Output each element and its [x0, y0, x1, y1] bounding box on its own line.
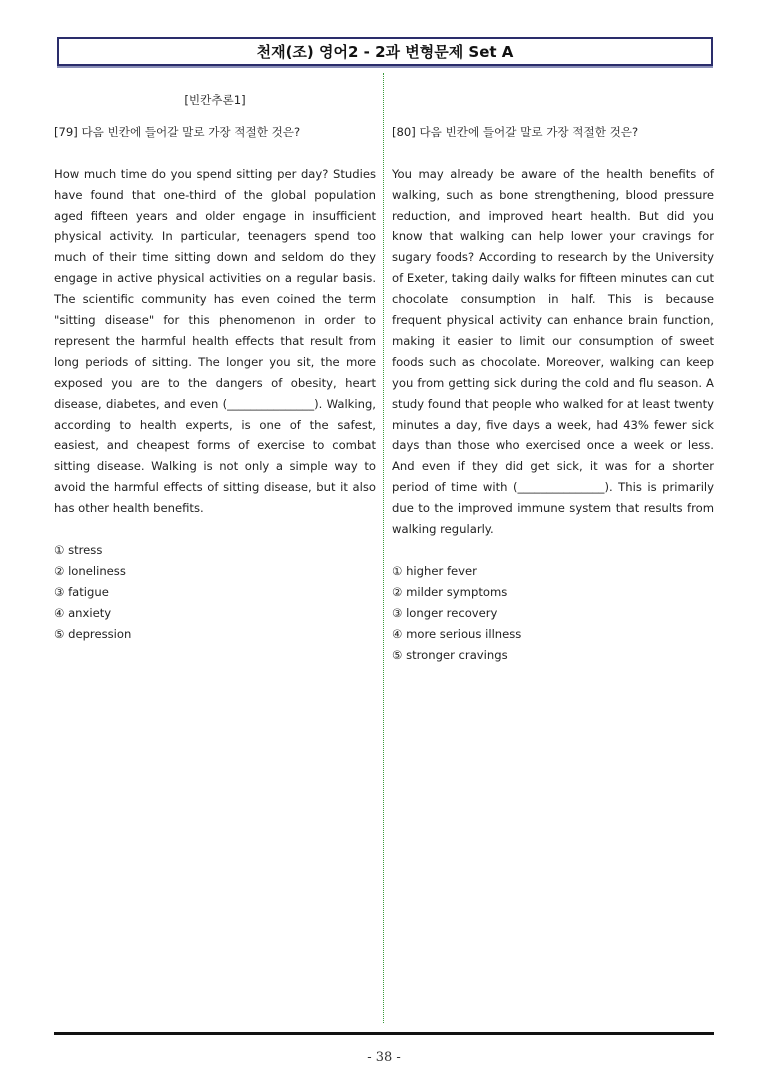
option-2: ② milder symptoms: [392, 584, 508, 599]
option-5: ⑤ depression: [54, 626, 132, 641]
page-title: 천재(조) 영어2 - 2과 변형문제 Set A: [256, 43, 514, 61]
option-2: ② loneliness: [54, 563, 126, 578]
section-tag: [빈칸추론1]: [184, 93, 246, 107]
question-79: [79] 다음 빈칸에 들어갈 말로 가장 적절한 것은?: [54, 124, 301, 139]
footer-rule: [54, 1032, 714, 1035]
section-tag-placeholder: [392, 90, 714, 111]
options-79: [54, 540, 376, 645]
left-column: [54, 90, 376, 645]
option-5: ⑤ stronger cravings: [392, 647, 508, 662]
option-4: ④ anxiety: [54, 605, 112, 620]
options-80: [392, 561, 714, 666]
option-1: ① stress: [54, 542, 103, 557]
right-column: [392, 90, 714, 665]
option-3: ③ fatigue: [54, 584, 109, 599]
option-3: ③ longer recovery: [392, 605, 498, 620]
page-number: - 38 -: [367, 1050, 401, 1065]
option-4: ④ more serious illness: [392, 626, 522, 641]
passage-79: How much time do you spend sitting per day? Studies have found that one-third of the global population aged fifteen years and older engage in insufficient physical activity. In particular, teenagers spend too much of their time sitting down and seldom do they engage in active physical activities on a regular basis. The scientific community has even coined the term "sitting disease" for this phenomenon in order to represent the harmful health effects that result from long periods of sitting. The longer you sit, the more exposed you are to the dangers of obesity, heart disease, diabetes, and even (_______________). Walking, according to health experts, is one of the safest, easiest, and cheapest forms of exercise to combat sitting disease. Walking is not only a simple way to avoid the harmful effects of sitting disease, but it also has other health benefits.: [54, 166, 376, 516]
passage-80: You may already be aware of the health benefits of walking, such as bone strengthening, blood pressure reduction, and improved heart health. But did you know that walking can help lower your cravings for sugary foods? According to research by the University of Exeter, taking daily walks for fifteen minutes can cut chocolate consumption in half. This is because frequent physical activity can enhance brain function, making it easier to limit our consumption of sweet foods such as chocolate. Moreover, walking can keep you from getting sick during the cold and flu season. A study found that people who walked for at least twenty minutes a day, five days a week, had 43% fewer sick days than those who exercised once a week or less. And even if they did get sick, it was for a shorter period of time with (_______________). This is primarily due to the improved immune system that results from walking regularly.: [392, 166, 714, 537]
column-divider: [383, 73, 384, 1023]
question-80: [80] 다음 빈칸에 들어갈 말로 가장 적절한 것은?: [392, 124, 639, 139]
page-header: [57, 37, 713, 66]
option-1: ① higher fever: [392, 563, 477, 578]
